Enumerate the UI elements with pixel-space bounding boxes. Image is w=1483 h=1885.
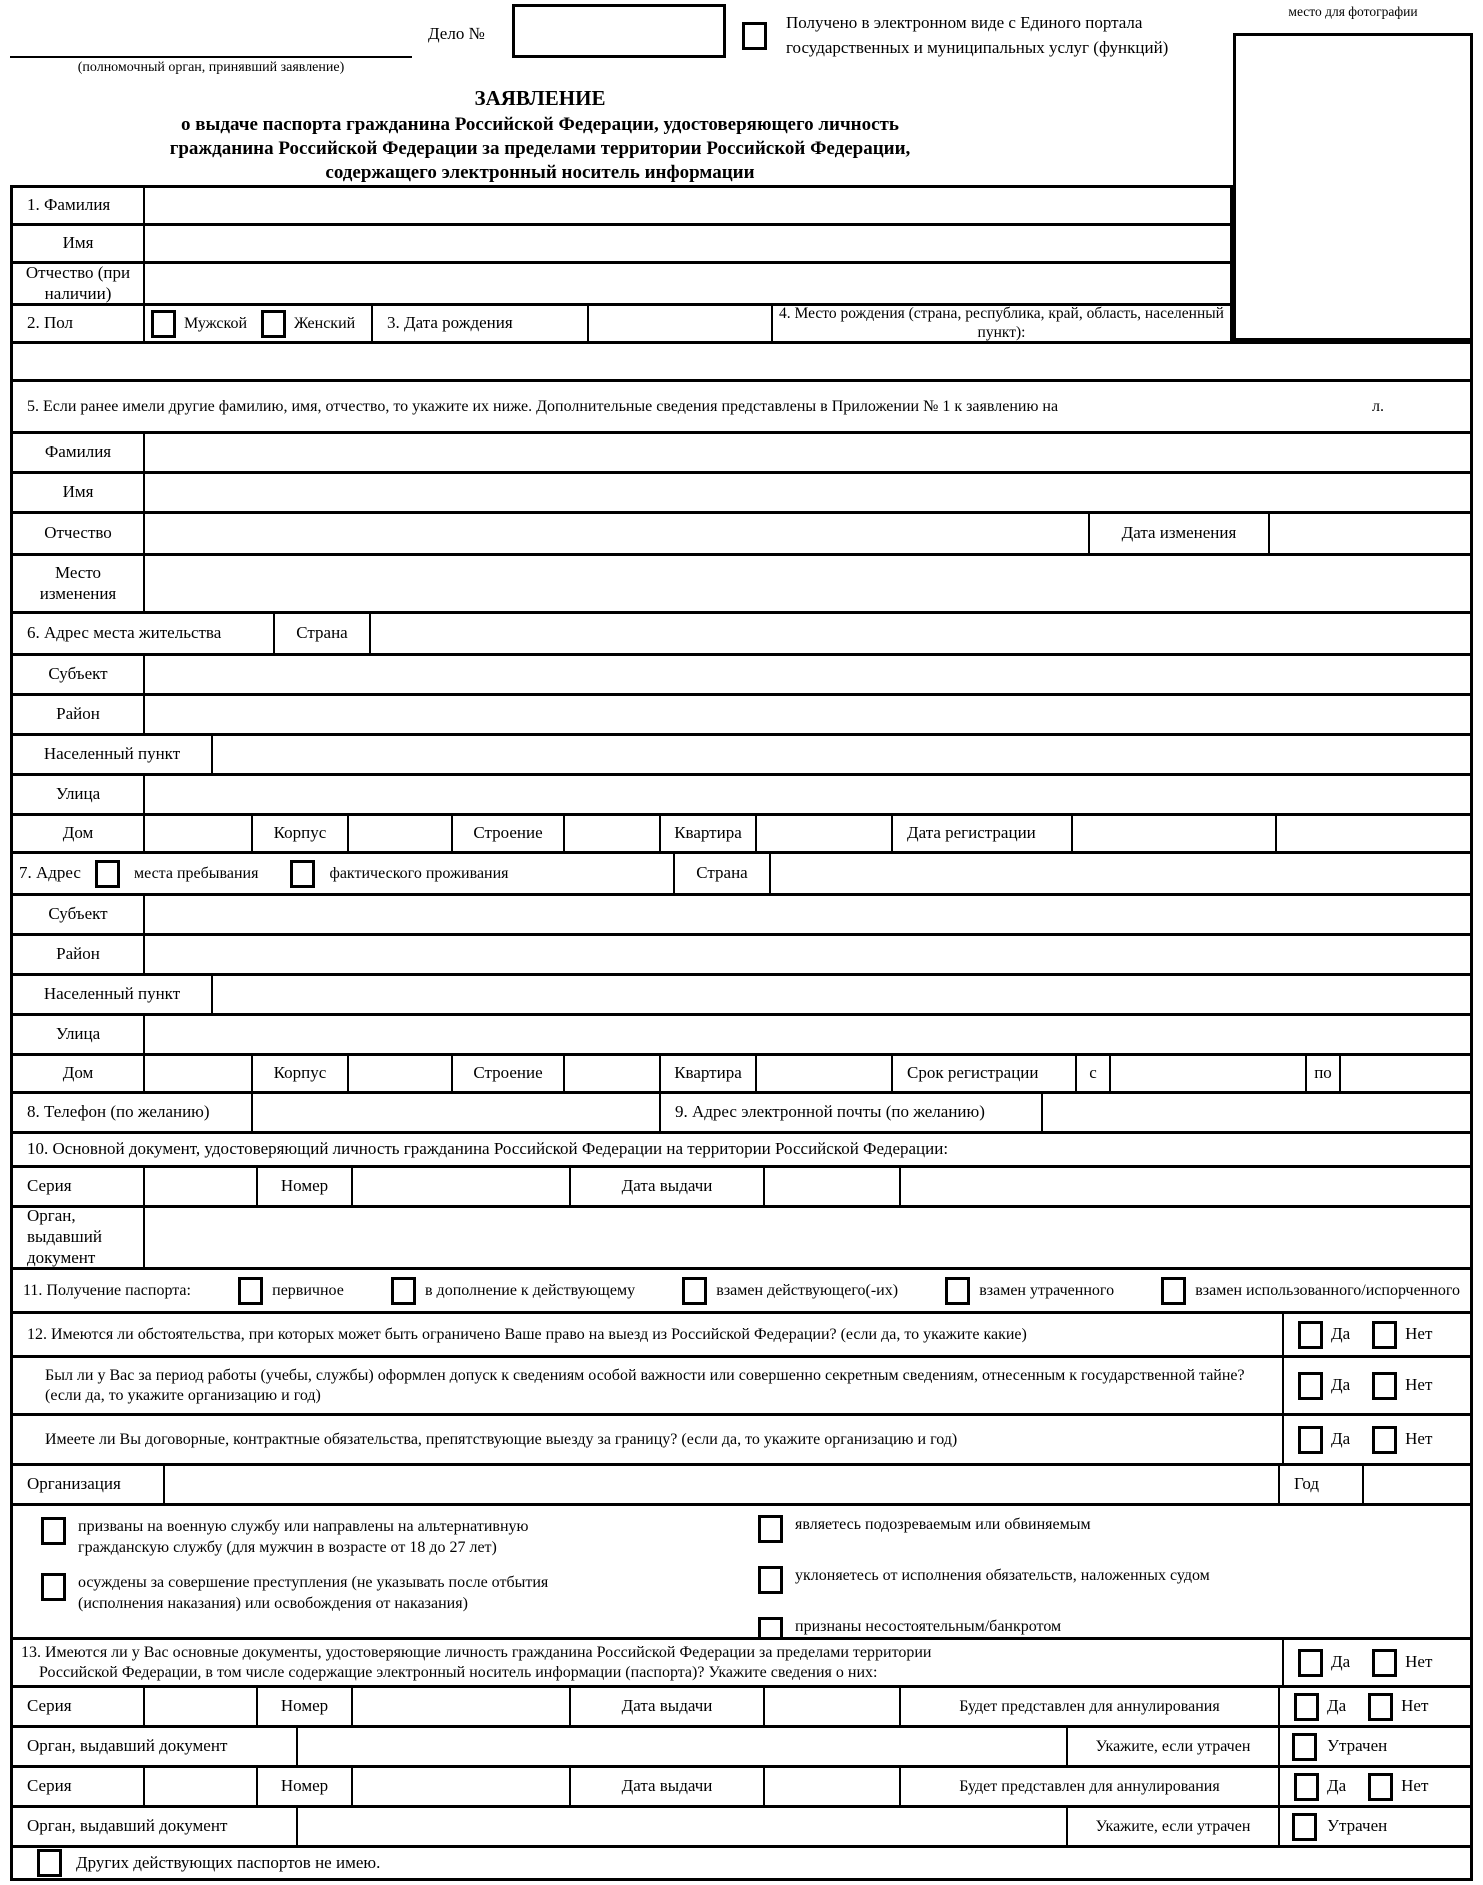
- row-stay-street: [10, 1013, 1473, 1053]
- organization-label: Организация: [13, 1466, 165, 1503]
- passport1-annul-label: Будет представлен для аннулирования: [901, 1688, 1280, 1725]
- passport1-annul-yes-label: Да: [1327, 1696, 1347, 1716]
- residence-building-input[interactable]: [349, 816, 453, 851]
- residence-reg-date-input[interactable]: [1073, 816, 1277, 851]
- stay-country-label: Страна: [675, 854, 771, 893]
- row-surname: [10, 185, 1233, 223]
- sex-male-checkbox[interactable]: [151, 310, 176, 338]
- section13-header-cell: [13, 1640, 1284, 1685]
- change-date-input[interactable]: [1270, 514, 1470, 553]
- actual-option-label: фактического проживания: [329, 864, 509, 882]
- row-passport2-authority: [10, 1805, 1473, 1845]
- q3-yesno: [1284, 1416, 1470, 1463]
- patronymic-input[interactable]: [145, 264, 1230, 303]
- q2-yesno: [1284, 1358, 1470, 1413]
- passport1-number-input[interactable]: [353, 1688, 571, 1725]
- residence-house-input[interactable]: [145, 816, 253, 851]
- stay-region-label: Субъект: [13, 896, 145, 933]
- passport2-lost-hint: Укажите, если утрачен: [1068, 1808, 1280, 1845]
- purpose-replace-valid-group: [682, 1277, 898, 1305]
- year-input[interactable]: [1364, 1466, 1470, 1503]
- residence-locality-input[interactable]: [213, 736, 1470, 773]
- stay-apartment-input[interactable]: [757, 1056, 893, 1091]
- row-passport2-details: [10, 1765, 1473, 1805]
- passport1-lost-checkbox[interactable]: [1292, 1733, 1317, 1761]
- reg-period-to-label: по: [1307, 1056, 1341, 1091]
- no-other-passports-checkbox[interactable]: [37, 1849, 62, 1877]
- stay-construction-label: Строение: [453, 1056, 565, 1091]
- passport2-authority-label: Орган, выдавший документ: [13, 1808, 298, 1845]
- internal-issue-date-input[interactable]: [765, 1168, 901, 1205]
- purpose-replace-used-checkbox[interactable]: [1161, 1277, 1186, 1305]
- reg-period-to-input[interactable]: [1341, 1056, 1470, 1091]
- condition-military-label: призваны на военную службу или направлены на альтернативную гражданскую службу (для мужчин в возрасте от 18 до 27 лет): [78, 1518, 529, 1556]
- stay-street-label: Улица: [13, 1016, 145, 1053]
- residence-locality-label: Населенный пункт: [13, 736, 213, 773]
- row-q1: [10, 1311, 1473, 1355]
- row-internal-authority: [10, 1205, 1473, 1267]
- purpose-replace-used-label: взамен использованного/испорченного: [1195, 1281, 1460, 1299]
- internal-authority-input[interactable]: [145, 1208, 1470, 1267]
- row-name: [10, 223, 1233, 261]
- row-sex-birth: [10, 303, 1233, 341]
- patronymic-label: Отчество (при наличии): [13, 264, 145, 303]
- row-residence-house: [10, 813, 1473, 851]
- stay-region-input[interactable]: [145, 896, 1470, 933]
- row-residence-district: [10, 693, 1473, 733]
- passport2-issue-date-label: Дата выдачи: [571, 1768, 765, 1805]
- condition-bankrupt: [758, 1616, 1438, 1637]
- birth-place-input[interactable]: [13, 344, 1470, 379]
- row-patronymic: [10, 261, 1233, 303]
- internal-number-label: Номер: [258, 1168, 353, 1205]
- internal-issue-date-label: Дата выдачи: [571, 1168, 765, 1205]
- row-q2: [10, 1355, 1473, 1413]
- residence-country-input[interactable]: [371, 614, 1470, 653]
- q2-no-label: Нет: [1405, 1375, 1433, 1395]
- form-title-line1: ЗАЯВЛЕНИЕ: [474, 86, 606, 110]
- section10-header-text: 10. Основной документ, удостоверяющий личность гражданина Российской Федерации на территории Российской Федерации:: [27, 1139, 949, 1159]
- stay-house-input[interactable]: [145, 1056, 253, 1091]
- row-stay-district: [10, 933, 1473, 973]
- q3-text: Имеете ли Вы договорные, контрактные обязательства, препятствующие выезду за границу? (если да, то укажите организацию и год): [13, 1416, 1284, 1463]
- conditions-right-column: [758, 1514, 1438, 1637]
- residence-extra-cell[interactable]: [1277, 816, 1470, 851]
- prev-surname-input[interactable]: [145, 434, 1470, 471]
- passport1-annul-no-checkbox[interactable]: [1368, 1693, 1393, 1721]
- passport2-annul-yes-label: Да: [1327, 1776, 1347, 1796]
- section5-header-cell: [13, 382, 1470, 431]
- residence-construction-input[interactable]: [565, 816, 661, 851]
- email-input[interactable]: [1043, 1094, 1470, 1131]
- purpose-replace-lost-label: взамен утраченного: [979, 1281, 1115, 1299]
- stay-address-label: 7. Адрес: [19, 863, 81, 883]
- stay-building-input[interactable]: [349, 1056, 453, 1091]
- name-label: Имя: [13, 226, 145, 261]
- passport1-issue-date-input[interactable]: [765, 1688, 901, 1725]
- residence-country-label: Страна: [275, 614, 371, 653]
- passport1-series-label: Серия: [13, 1688, 145, 1725]
- authority-write-line[interactable]: [10, 56, 412, 58]
- stay-construction-input[interactable]: [565, 1056, 661, 1091]
- condition-military-checkbox[interactable]: [41, 1517, 66, 1545]
- passport1-issue-date-label: Дата выдачи: [571, 1688, 765, 1725]
- surname-label: 1. Фамилия: [13, 188, 145, 223]
- residence-address-label: 6. Адрес места жительства: [13, 614, 275, 653]
- passport1-annul-yesno: [1280, 1688, 1470, 1725]
- conditions-left-column: [41, 1516, 621, 1628]
- passport2-annul-yes-checkbox[interactable]: [1294, 1773, 1319, 1801]
- stay-locality-label: Населенный пункт: [13, 976, 213, 1013]
- passport1-number-label: Номер: [258, 1688, 353, 1725]
- photo-caption: место для фотографии: [1288, 4, 1418, 19]
- condition-suspect-label: являетесь подозреваемым или обвиняемым: [795, 1516, 1091, 1533]
- q1-yes-label: Да: [1331, 1324, 1351, 1344]
- case-number-label: Дело №: [428, 24, 485, 43]
- passport1-lost-hint: Укажите, если утрачен: [1068, 1728, 1280, 1765]
- row-prev-name: [10, 471, 1473, 511]
- internal-series-label: Серия: [13, 1168, 145, 1205]
- residence-street-label: Улица: [13, 776, 145, 813]
- passport2-issue-date-input[interactable]: [765, 1768, 901, 1805]
- passport1-lost-label: Утрачен: [1327, 1736, 1388, 1756]
- internal-number-input[interactable]: [353, 1168, 571, 1205]
- condition-suspect: [758, 1514, 1438, 1543]
- residence-region-label: Субъект: [13, 656, 145, 693]
- egov-note: [786, 10, 1256, 60]
- form-title: [10, 86, 1070, 185]
- phone-input[interactable]: [253, 1094, 661, 1131]
- stay-option-label: места пребывания: [133, 864, 259, 882]
- section13-header-line1: 13. Имеются ли у Вас основные документы, удостоверяющие личность гражданина Российской Федерации за пределами территории: [21, 1643, 932, 1661]
- reg-period-from-input[interactable]: [1111, 1056, 1307, 1091]
- purpose-first-checkbox[interactable]: [238, 1277, 263, 1305]
- condition-court-obligations: [758, 1565, 1438, 1594]
- internal-series-input[interactable]: [145, 1168, 258, 1205]
- internal-authority-label: Орган, выдавший документ: [13, 1208, 145, 1267]
- no-other-passports-cell: [13, 1848, 1470, 1878]
- residence-apartment-label: Квартира: [661, 816, 757, 851]
- passport-purpose-label: 11. Получение паспорта:: [23, 1281, 191, 1299]
- row-prev-patronymic: [10, 511, 1473, 553]
- q2-yes-label: Да: [1331, 1375, 1351, 1395]
- condition-military: [41, 1516, 621, 1558]
- stay-option-checkbox[interactable]: [95, 860, 120, 888]
- passport1-series-input[interactable]: [145, 1688, 258, 1725]
- row-residence-street: [10, 773, 1473, 813]
- residence-district-label: Район: [13, 696, 145, 733]
- q1-no-checkbox[interactable]: [1372, 1321, 1397, 1349]
- birth-place-label: 4. Место рождения (страна, республика, край, область, населенный пункт):: [779, 306, 1224, 341]
- purpose-additional-group: [391, 1277, 635, 1305]
- row-residence-locality: [10, 733, 1473, 773]
- residence-region-input[interactable]: [145, 656, 1470, 693]
- email-label: 9. Адрес электронной почты (по желанию): [661, 1094, 1043, 1131]
- q1-yesno: [1284, 1314, 1470, 1355]
- condition-court-obligations-checkbox[interactable]: [758, 1566, 783, 1594]
- prev-surname-label: Фамилия: [13, 434, 145, 471]
- row-residence-address: [10, 611, 1473, 653]
- row-organization: [10, 1463, 1473, 1503]
- purpose-first-label: первичное: [272, 1281, 344, 1299]
- sex-label: 2. Пол: [13, 306, 145, 341]
- stay-house-label: Дом: [13, 1056, 145, 1091]
- change-place-label: Место изменения: [13, 556, 145, 611]
- residence-district-input[interactable]: [145, 696, 1470, 733]
- year-label: Год: [1280, 1466, 1364, 1503]
- section13-yes-checkbox[interactable]: [1298, 1649, 1323, 1677]
- purpose-first-group: [238, 1277, 344, 1305]
- condition-bankrupt-label: признаны несостоятельным/банкротом: [795, 1618, 1062, 1635]
- reg-period-label: Срок регистрации: [893, 1056, 1077, 1091]
- surname-input[interactable]: [145, 188, 1230, 223]
- prev-name-label: Имя: [13, 474, 145, 511]
- passport2-annul-yesno: [1280, 1768, 1470, 1805]
- purpose-replace-lost-checkbox[interactable]: [945, 1277, 970, 1305]
- condition-bankrupt-checkbox[interactable]: [758, 1617, 783, 1637]
- egov-note-line1: Получено в электронном виде с Единого портала: [786, 13, 1143, 32]
- q3-no-label: Нет: [1405, 1429, 1433, 1449]
- passport2-number-input[interactable]: [353, 1768, 571, 1805]
- row-passport-purpose: [10, 1267, 1473, 1311]
- residence-street-input[interactable]: [145, 776, 1470, 813]
- section13-no-label: Нет: [1405, 1652, 1433, 1672]
- row-passport1-details: [10, 1685, 1473, 1725]
- passport1-annul-no-label: Нет: [1401, 1696, 1429, 1716]
- purpose-replace-valid-checkbox[interactable]: [682, 1277, 707, 1305]
- passport2-annul-label: Будет представлен для аннулирования: [901, 1768, 1280, 1805]
- residence-building-label: Корпус: [253, 816, 349, 851]
- stay-district-input[interactable]: [145, 936, 1470, 973]
- organization-input[interactable]: [165, 1466, 1280, 1503]
- condition-convicted-checkbox[interactable]: [41, 1573, 66, 1601]
- passport-purpose-cell: [13, 1270, 1470, 1311]
- birth-date-label: 3. Дата рождения: [373, 306, 589, 341]
- section5-header-text: 5. Если ранее имели другие фамилию, имя, отчество, то укажите их ниже. Дополнительные сведения представлены в Приложении № 1 к заявлению на: [27, 397, 1059, 415]
- row-stay-address: [10, 851, 1473, 893]
- purpose-additional-checkbox[interactable]: [391, 1277, 416, 1305]
- section13-no-checkbox[interactable]: [1372, 1649, 1397, 1677]
- change-date-label: Дата изменения: [1090, 514, 1270, 553]
- birth-date-input[interactable]: [589, 306, 773, 341]
- passport2-lost-checkbox[interactable]: [1292, 1813, 1317, 1841]
- prev-patronymic-input[interactable]: [145, 514, 1090, 553]
- residence-construction-label: Строение: [453, 816, 565, 851]
- row-stay-house: [10, 1053, 1473, 1091]
- row-internal-passport: [10, 1165, 1473, 1205]
- name-input[interactable]: [145, 226, 1230, 261]
- condition-convicted: [41, 1572, 621, 1614]
- sex-female-checkbox[interactable]: [261, 310, 286, 338]
- residence-reg-date-label: Дата регистрации: [893, 816, 1073, 851]
- internal-extra-cell[interactable]: [901, 1168, 1470, 1205]
- purpose-replace-lost-group: [945, 1277, 1114, 1305]
- sex-female-label: Женский: [294, 314, 356, 332]
- authority-caption: (полномочный орган, принявший заявление): [77, 60, 345, 75]
- egov-note-line2: государственных и муниципальных услуг (функций): [786, 38, 1169, 57]
- q2-yes-checkbox[interactable]: [1298, 1372, 1323, 1400]
- row-residence-region: [10, 653, 1473, 693]
- row-section10-header: [10, 1131, 1473, 1165]
- q2-no-checkbox[interactable]: [1372, 1372, 1397, 1400]
- passport2-annul-no-label: Нет: [1401, 1776, 1429, 1796]
- stay-street-input[interactable]: [145, 1016, 1470, 1053]
- passport2-series-label: Серия: [13, 1768, 145, 1805]
- form-title-line3: гражданина Российской Федерации за пределами территории Российской Федерации,: [169, 138, 911, 159]
- row-q3: [10, 1413, 1473, 1463]
- stay-district-label: Район: [13, 936, 145, 973]
- residence-house-label: Дом: [13, 816, 145, 851]
- row-prev-surname: [10, 431, 1473, 471]
- row-section5-header: [10, 379, 1473, 431]
- sex-male-label: Мужской: [184, 314, 248, 332]
- row-phone-email: [10, 1091, 1473, 1131]
- q3-yes-checkbox[interactable]: [1298, 1426, 1323, 1454]
- row-passport1-authority: [10, 1725, 1473, 1765]
- condition-court-obligations-label: уклоняетесь от исполнения обязательств, наложенных судом: [795, 1567, 1210, 1584]
- prev-patronymic-label: Отчество: [13, 514, 145, 553]
- prev-name-input[interactable]: [145, 474, 1470, 511]
- passport2-series-input[interactable]: [145, 1768, 258, 1805]
- purpose-replace-valid-label: взамен действующего(-их): [716, 1281, 899, 1299]
- q1-yes-checkbox[interactable]: [1298, 1321, 1323, 1349]
- phone-label: 8. Телефон (по желанию): [13, 1094, 253, 1131]
- purpose-replace-used-group: [1161, 1277, 1460, 1305]
- row-stay-locality: [10, 973, 1473, 1013]
- q1-no-label: Нет: [1405, 1324, 1433, 1344]
- egov-received-checkbox[interactable]: [742, 22, 767, 50]
- stay-country-input[interactable]: [771, 854, 1470, 893]
- passport2-authority-input[interactable]: [298, 1808, 1068, 1845]
- reg-period-from-label: с: [1077, 1056, 1111, 1091]
- case-number-box[interactable]: [512, 4, 726, 58]
- purpose-additional-label: в дополнение к действующему: [425, 1281, 636, 1299]
- passport1-authority-label: Орган, выдавший документ: [13, 1728, 298, 1765]
- form-title-line2: о выдаче паспорта гражданина Российской Федерации, удостоверяющего личность: [181, 114, 899, 135]
- residence-apartment-input[interactable]: [757, 816, 893, 851]
- passport2-lost-label: Утрачен: [1327, 1816, 1388, 1836]
- row-conditions: [10, 1503, 1473, 1637]
- row-stay-region: [10, 893, 1473, 933]
- section13-yesno: [1284, 1640, 1470, 1685]
- sex-options: [145, 306, 373, 341]
- condition-suspect-checkbox[interactable]: [758, 1515, 783, 1543]
- row-birth-place: [10, 341, 1473, 379]
- stay-locality-input[interactable]: [213, 976, 1470, 1013]
- passport2-lost-cell: [1280, 1808, 1470, 1845]
- row-change-place: [10, 553, 1473, 611]
- stay-address-cell: [13, 854, 675, 893]
- stay-building-label: Корпус: [253, 1056, 349, 1091]
- q1-text: 12. Имеются ли обстоятельства, при которых может быть ограничено Ваше право на выезд из Российской Федерации? (если да, то укажите какие): [13, 1314, 1284, 1355]
- stay-apartment-label: Квартира: [661, 1056, 757, 1091]
- no-other-passports-label: Других действующих паспортов не имею.: [76, 1852, 381, 1872]
- form-table: [10, 185, 1473, 1881]
- passport2-number-label: Номер: [258, 1768, 353, 1805]
- actual-option-checkbox[interactable]: [290, 860, 315, 888]
- passport2-annul-no-checkbox[interactable]: [1368, 1773, 1393, 1801]
- q3-no-checkbox[interactable]: [1372, 1426, 1397, 1454]
- change-place-input[interactable]: [145, 556, 1470, 611]
- row-section13-header: [10, 1637, 1473, 1685]
- condition-convicted-label: осуждены за совершение преступления (не указывать после отбытия (исполнения наказания) или освобождения от наказания): [78, 1574, 549, 1612]
- passport1-authority-input[interactable]: [298, 1728, 1068, 1765]
- q2-text: Был ли у Вас за период работы (учебы, службы) оформлен допуск к сведениям особой важности или совершенно секретным сведениям, отнесенным к государственной тайне? (если да, то укажите организацию и год): [13, 1358, 1284, 1413]
- passport1-lost-cell: [1280, 1728, 1470, 1765]
- section5-sheets-suffix: л.: [1372, 397, 1384, 415]
- section13-header-line2: Российской Федерации, в том числе содержащие электронный носитель информации (паспорта)? Укажите сведения о них:: [39, 1663, 878, 1681]
- passport1-annul-yes-checkbox[interactable]: [1294, 1693, 1319, 1721]
- form-title-line4: содержащего электронный носитель информации: [325, 162, 755, 183]
- section13-yes-label: Да: [1331, 1652, 1351, 1672]
- row-no-other-passports: [10, 1845, 1473, 1881]
- q3-yes-label: Да: [1331, 1429, 1351, 1449]
- conditions-cell: [13, 1506, 1470, 1637]
